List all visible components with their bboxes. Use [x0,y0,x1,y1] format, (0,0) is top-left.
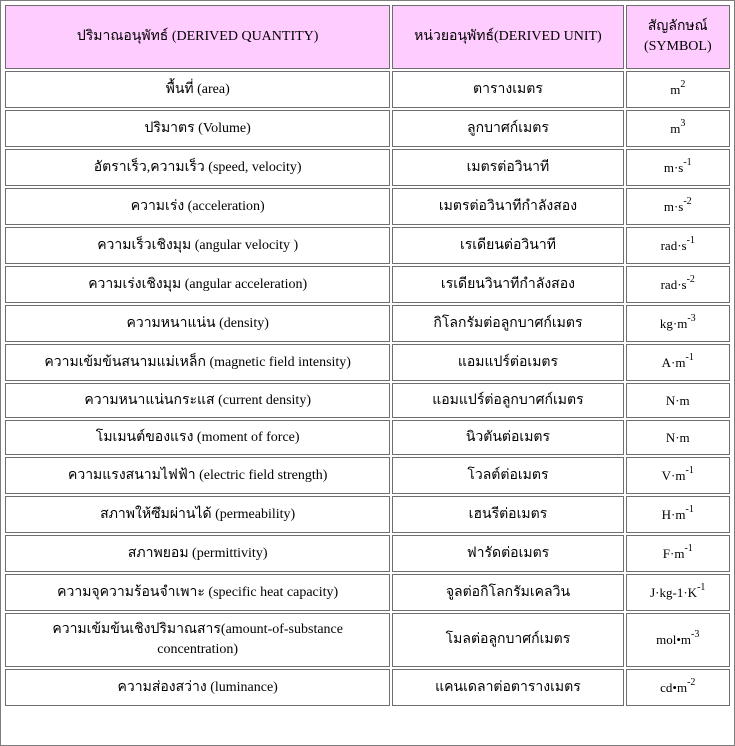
unit-cell: จูลต่อกิโลกรัมเคลวิน [392,574,623,611]
symbol-exponent: -3 [687,312,696,324]
symbol-cell [626,305,730,342]
symbol-base: kg·m [659,315,688,331]
symbol-base: m·s [663,159,684,175]
unit-cell: แอมแปร์ต่อลูกบาศก์เมตร [392,383,623,418]
quantity-cell: ความเร่งเชิงมุม (angular acceleration) [5,266,390,303]
symbol-cell [626,613,730,667]
symbol-cell [626,535,730,572]
header-symbol [626,5,730,69]
unit-cell: ตารางเมตร [392,71,623,108]
table-row [5,227,730,264]
table-row [5,71,730,108]
unit-cell: เรเดียนต่อวินาที [392,227,623,264]
quantity-cell: ความแรงสนามไฟฟ้า (electric field strength) [5,457,390,494]
unit-cell: โมลต่อลูกบาศก์เมตร [392,613,623,667]
quantity-cell [5,613,390,667]
symbol-exponent: -2 [683,195,692,207]
quantity-cell: ความเร่ง (acceleration) [5,188,390,225]
symbol-cell [626,420,730,455]
symbol-base: A·m [661,354,686,370]
header-symbol-line2: (SYMBOL) [643,39,712,54]
symbol-base: F·m [662,545,685,561]
unit-cell: เมตรต่อวินาที [392,149,623,186]
quantity-line2: concentration) [157,642,239,657]
symbol-base: m·s [663,198,684,214]
symbol-base: H·m [661,506,686,522]
table-row [5,344,730,381]
quantity-cell: สภาพยอม (permittivity) [5,535,390,572]
symbol-cell [626,227,730,264]
quantity-cell: พื้นที่ (area) [5,71,390,108]
symbol-exponent: -1 [685,464,694,476]
symbol-base: mol•m [656,632,692,647]
symbol-base: cd•m [660,679,688,695]
table-row [5,574,730,611]
unit-cell: ลูกบาศก์เมตร [392,110,623,147]
quantity-cell: ปริมาตร (Volume) [5,110,390,147]
quantity-cell: ความส่องสว่าง (luminance) [5,669,390,706]
symbol-cell [626,496,730,533]
symbol-base: m [670,120,681,136]
symbol-cell [626,149,730,186]
quantity-cell: ความหนาแน่น (density) [5,305,390,342]
symbol-cell [626,457,730,494]
header-quantity: ปริมาณอนุพัทธ์ (DERIVED QUANTITY) [5,5,390,69]
symbol-exponent: -1 [685,503,694,515]
table-row [5,266,730,303]
table-row [5,110,730,147]
derived-units-table [3,3,732,708]
quantity-cell: อัตราเร็ว,ความเร็ว (speed, velocity) [5,149,390,186]
quantity-cell: สภาพให้ซึมผ่านได้ (permeability) [5,496,390,533]
header-symbol-line1: สัญลักษณ์ [647,19,708,34]
symbol-base: N·m [665,429,690,445]
symbol-exponent: -1 [697,581,706,593]
symbol-base: m [670,81,681,97]
table-row [5,669,730,706]
symbol-cell [626,383,730,418]
table-row [5,535,730,572]
symbol-base: N·m [665,392,690,408]
symbol-cell [626,266,730,303]
quantity-line1: ความเข้มข้นเชิงปริมาณสาร(amount-of-substance [52,622,343,637]
quantity-cell: ความเข้มข้นสนามแม่เหล็ก (magnetic field intensity) [5,344,390,381]
symbol-base: rad·s [660,276,687,292]
symbol-cell [626,344,730,381]
symbol-cell [626,71,730,108]
symbol-exponent: -1 [684,542,693,554]
table-row [5,457,730,494]
unit-cell: แคนเดลาต่อตารางเมตร [392,669,623,706]
unit-cell: ฟารัดต่อเมตร [392,535,623,572]
unit-cell: นิวตันต่อเมตร [392,420,623,455]
unit-cell: กิโลกรัมต่อลูกบาศก์เมตร [392,305,623,342]
header-row [5,5,730,69]
symbol-exponent: -1 [683,156,692,168]
header-unit: หน่วยอนุพัทธ์(DERIVED UNIT) [392,5,623,69]
quantity-cell: ความเร็วเชิงมุม (angular velocity ) [5,227,390,264]
symbol-exponent: -2 [687,676,696,688]
symbol-exponent: 2 [680,78,686,90]
symbol-base: J·kg-1·K [650,584,698,600]
unit-cell: แอมแปร์ต่อเมตร [392,344,623,381]
quantity-cell: ความหนาแน่นกระแส (current density) [5,383,390,418]
table-row [5,496,730,533]
symbol-base: rad·s [660,237,687,253]
unit-cell: เรเดียนวินาทีกำลังสอง [392,266,623,303]
table-row [5,383,730,418]
table-row [5,613,730,667]
symbol-exponent: -1 [686,234,695,246]
symbol-cell [626,669,730,706]
unit-cell: โวลต์ต่อเมตร [392,457,623,494]
symbol-cell [626,188,730,225]
symbol-cell [626,574,730,611]
table-row [5,420,730,455]
symbol-exponent: 3 [680,117,686,129]
quantity-cell: โมเมนต์ของแรง (moment of force) [5,420,390,455]
symbol-exponent: -1 [685,351,694,363]
unit-cell: เมตรต่อวินาทีกำลังสอง [392,188,623,225]
symbol-exponent: -2 [686,273,695,285]
symbol-base: V·m [661,467,686,483]
unit-cell: เฮนรีต่อเมตร [392,496,623,533]
table-row [5,305,730,342]
table-row [5,188,730,225]
table-row [5,149,730,186]
symbol-cell [626,110,730,147]
symbol-exponent: -3 [691,629,700,640]
quantity-cell: ความจุความร้อนจำเพาะ (specific heat capacity) [5,574,390,611]
